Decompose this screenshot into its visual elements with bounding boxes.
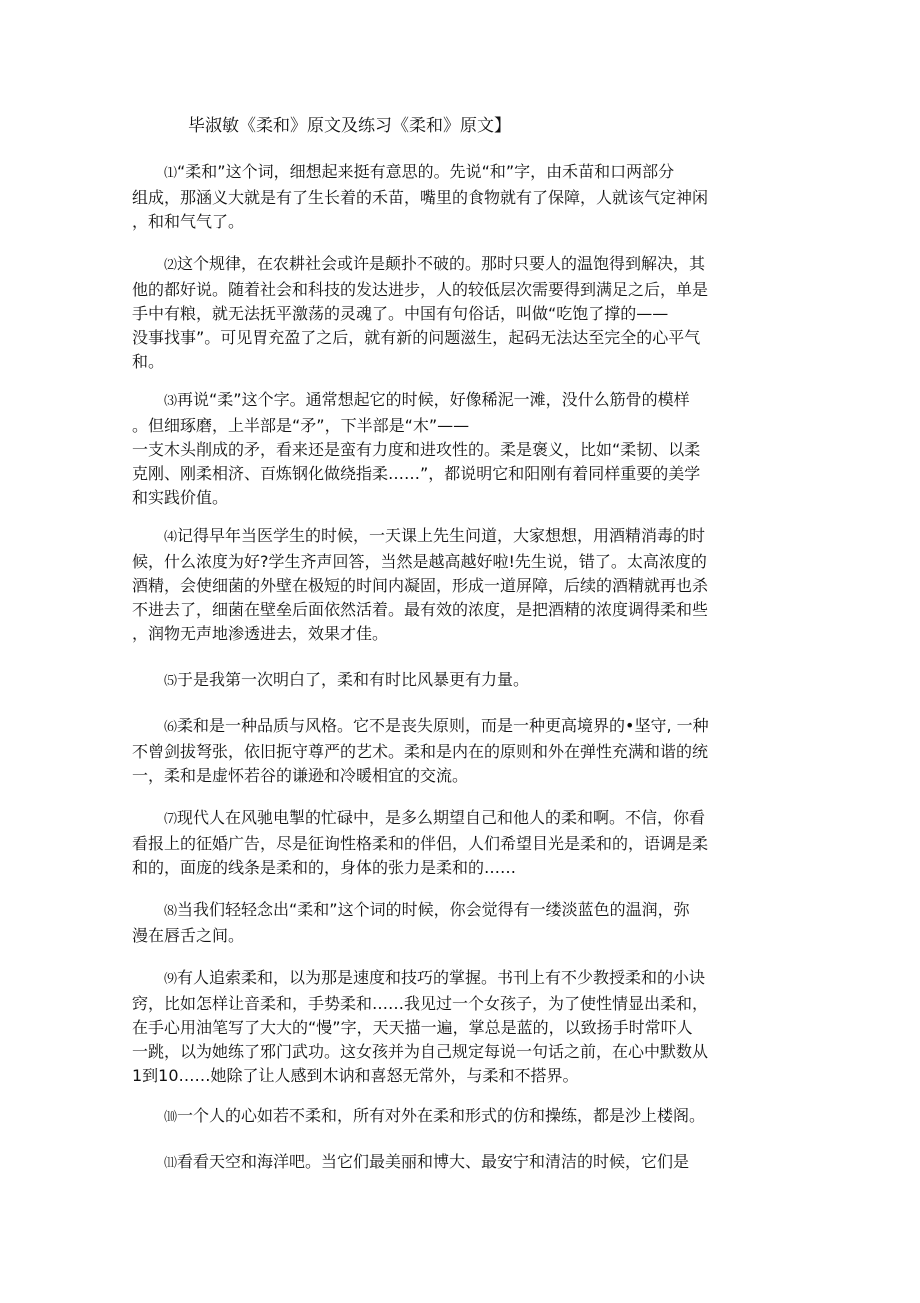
paragraph-line [132, 832, 772, 856]
paragraph-text: 这个规律，在农耕社会或许是颠扑不破的。那时只要人的温饱得到解决，其 [177, 254, 706, 273]
paragraph-line [132, 1040, 772, 1064]
paragraph-line [132, 550, 772, 574]
paragraph-line [132, 210, 772, 234]
paragraph-number: ⑸ [164, 674, 178, 689]
paragraph-number: ⑼ [164, 972, 178, 987]
paragraph-number: ⑽ [164, 1110, 178, 1125]
paragraph [132, 252, 772, 374]
paragraph-text: 不曾剑拔弩张，依旧扼守尊严的艺术。柔和是内在的原则和外在弹性充满和谐的统 [132, 742, 709, 761]
paragraph-line [132, 438, 772, 462]
paragraph-text: 1到10……她除了让人感到木讷和喜怒无常外，与柔和不搭界。 [132, 1066, 579, 1085]
paragraph [132, 806, 772, 880]
paragraph-line [132, 1104, 772, 1130]
paragraph [132, 388, 772, 510]
paragraph-line [132, 898, 772, 924]
paragraph-text: 窍，比如怎样让音柔和，手势柔和……我见过一个女孩子，为了使性情显出柔和， [132, 994, 709, 1013]
paragraph-line [132, 574, 772, 598]
paragraph-text: 一，柔和是虚怀若谷的谦逊和冷暖相宜的交流。 [132, 766, 469, 785]
paragraph-line [132, 186, 772, 210]
paragraph-line [132, 278, 772, 302]
paragraph-text: 现代人在风驰电掣的忙碌中，是多么期望自己和他人的柔和啊。不信，你看 [177, 808, 706, 827]
paragraph-text: 手中有粮，就无法抚平激荡的灵魂了。中国有句俗话，叫做“吃饱了撑的—— [132, 304, 669, 323]
paragraph-text: “柔和”这个词，细想起来挺有意思的。先说“和”字，由禾苗和口两部分 [177, 162, 675, 181]
paragraph-line [132, 486, 772, 510]
paragraph-line [132, 924, 772, 948]
paragraph [132, 524, 772, 646]
paragraph-text: 不进去了，细菌在壁垒后面依然活着。最有效的浓度，是把酒精的浓度调得柔和些 [132, 600, 709, 619]
paragraph-text: 在手心用油笔写了大大的“慢”字，天天描一遍，掌总是蓝的，以致扬手时常吓人 [132, 1018, 693, 1037]
paragraph-line [132, 414, 772, 438]
paragraph-number: ⑺ [164, 812, 178, 827]
paragraph-line [132, 764, 772, 788]
paragraph-text: 记得早年当医学生的时候，一天课上先生问道，大家想想，用酒精消毒的时 [177, 526, 706, 545]
paragraph-text: 有人追索柔和，以为那是速度和技巧的掌握。书刊上有不少教授柔和的小诀 [177, 968, 706, 987]
paragraph-line [132, 622, 772, 646]
paragraph-line [132, 252, 772, 278]
paragraph-line [132, 740, 772, 764]
paragraph [132, 160, 772, 234]
paragraph-number: ⑹ [164, 720, 178, 735]
paragraph [132, 668, 772, 694]
paragraph-line [132, 350, 772, 374]
paragraph-text: 候，什么浓度为好?学生齐声回答，当然是越高越好啦!先生说，错了。太高浓度的 [132, 552, 707, 571]
paragraph-line [132, 856, 772, 880]
paragraph-text: 一跳，以为她练了邪门武功。这女孩并为自己规定每说一句话之前，在心中默数从 [132, 1042, 709, 1061]
paragraph-line [132, 668, 772, 694]
paragraph-line [132, 160, 772, 186]
paragraph-text: 一个人的心如若不柔和，所有对外在柔和形式的仿和操练，都是沙上楼阁。 [177, 1106, 706, 1125]
paragraph-text: 。但细琢磨，上半部是“矛”，下半部是“木”—— [132, 416, 470, 435]
paragraph-text: 酒精，会使细菌的外壁在极短的时间内凝固，形成一道屏障，后续的酒精就再也杀 [132, 576, 709, 595]
paragraph-text: 他的都好说。随着社会和科技的发达进步，人的较低层次需要得到满足之后，单是 [132, 280, 709, 299]
paragraph-line [132, 1064, 772, 1088]
paragraph-number: ⑷ [164, 530, 178, 545]
paragraph-line [132, 302, 772, 326]
paragraph-number: ⑾ [164, 1156, 178, 1171]
paragraph [132, 966, 772, 1088]
document-title: 毕淑敏《柔和》原文及练习《柔和》原文】 [188, 116, 511, 136]
paragraph [132, 898, 772, 948]
paragraph-text: 和实践价值。 [132, 488, 229, 507]
paragraph-line [132, 806, 772, 832]
paragraph-text: 柔和是一种品质与风格。它不是丧失原则，而是一种更高境界的•坚守, 一种 [177, 716, 709, 735]
paragraph-number: ⑻ [164, 904, 178, 919]
paragraph-text: 和。 [132, 352, 165, 371]
paragraph-text: ，润物无声地渗透进去，效果才佳。 [132, 624, 389, 643]
paragraph-text: 没事找事”。可见胃充盈了之后，就有新的问题滋生，起码无法达至完全的心平气 [132, 328, 701, 347]
paragraph-number: ⑴ [164, 166, 178, 181]
paragraph-line [132, 326, 772, 350]
paragraph-text: 克刚、刚柔相济、百炼钢化做绕指柔……”，都说明它和阳刚有着同样重要的美学 [132, 464, 701, 483]
paragraph-text: ，和和气气了。 [132, 212, 245, 231]
paragraph-number: ⑵ [164, 258, 178, 273]
paragraph-text: 和的，面庞的线条是柔和的，身体的张力是柔和的…… [132, 858, 517, 877]
paragraph-text: 看看天空和海洋吧。当它们最美丽和博大、最安宁和清洁的时候，它们是 [177, 1152, 690, 1171]
paragraph-text: 组成，那涵义大就是有了生长着的禾苗，嘴里的食物就有了保障，人就该气定神闲 [132, 188, 709, 207]
paragraph-line [132, 462, 772, 486]
paragraph-number: ⑶ [164, 394, 178, 409]
paragraph-line [132, 1016, 772, 1040]
paragraph-text: 看报上的征婚广告，尽是征询性格柔和的伴侣，人们希望目光是柔和的，语调是柔 [132, 834, 709, 853]
paragraph [132, 1150, 772, 1176]
paragraph-line [132, 966, 772, 992]
paragraph-line [132, 598, 772, 622]
paragraph-text: 于是我第一次明白了，柔和有时比风暴更有力量。 [177, 670, 530, 689]
paragraph-line [132, 1150, 772, 1176]
paragraph-text: 漫在唇舌之间。 [132, 926, 245, 945]
paragraph-line [132, 992, 772, 1016]
paragraph-text: 当我们轻轻念出“柔和”这个词的时候，你会觉得有一缕淡蓝色的温润，弥 [177, 900, 690, 919]
paragraph-text: 再说“柔”这个字。通常想起它的时候，好像稀泥一滩，没什么筋骨的模样 [177, 390, 690, 409]
paragraph [132, 1104, 772, 1130]
paragraph-line [132, 388, 772, 414]
paragraph-text: 一支木头削成的矛，看来还是蛮有力度和进攻性的。柔是褒义，比如“柔韧、以柔 [132, 440, 701, 459]
paragraph [132, 714, 772, 788]
paragraph-line [132, 714, 772, 740]
paragraph-line [132, 524, 772, 550]
